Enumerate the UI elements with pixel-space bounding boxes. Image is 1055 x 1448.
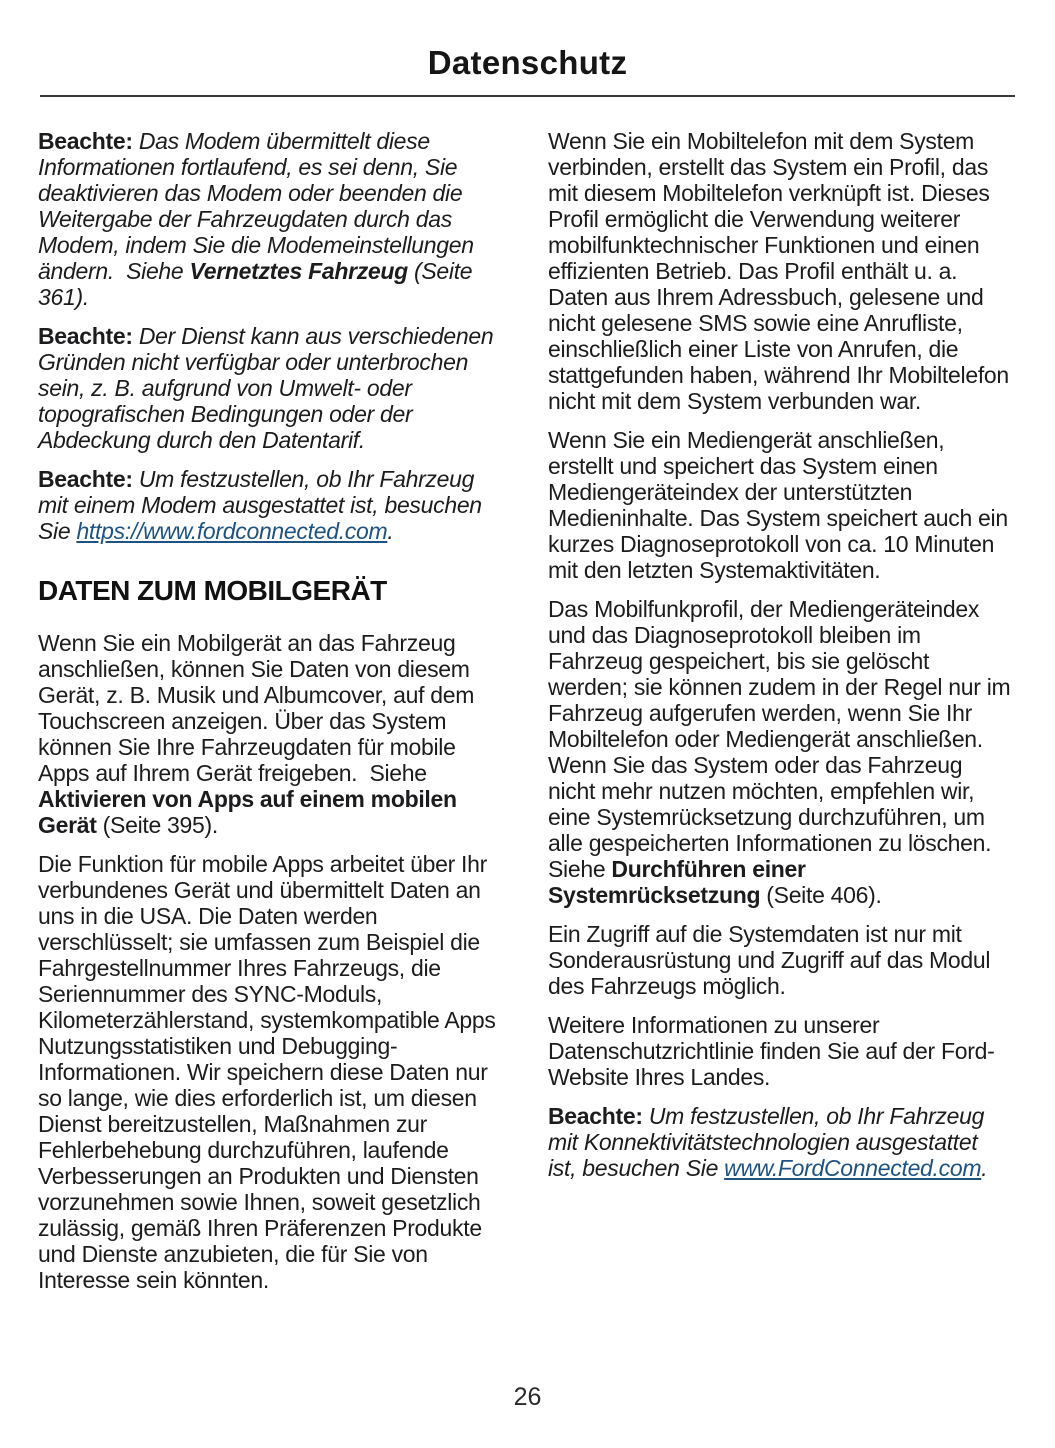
text-run: Um festzustellen, ob Ihr Fahrzeug mit Konnektivitätstechnologien ausgestattet ist, besuchen Sie [548, 1103, 985, 1181]
body-paragraph [38, 851, 501, 1293]
page-number: 26 [513, 1383, 542, 1411]
text-run: Um festzustellen, ob Ihr Fahrzeug mit einem Modem ausgestattet ist, besuchen Sie [38, 466, 482, 544]
page-footer [0, 1383, 1055, 1412]
body-paragraph [38, 630, 501, 838]
text-run: Ein Zugriff auf die Systemdaten ist nur mit Sonderausrüstung und Zugriff auf das Modul des Fahrzeugs möglich. [548, 921, 991, 999]
note-paragraph [38, 323, 501, 453]
text-run: Durchführen einer Systemrücksetzung [548, 856, 806, 908]
body-paragraph [548, 1012, 1011, 1090]
text-run: Beachte: [548, 1103, 643, 1129]
text-run: (Seite 361). [38, 258, 473, 310]
body-paragraph [548, 427, 1011, 583]
content-columns [0, 97, 1055, 1306]
note-paragraph [548, 1103, 1011, 1181]
note-paragraph [38, 466, 501, 544]
text-run: (Seite 406). [760, 882, 882, 908]
hyperlink[interactable]: https://www.fordconnected.com [76, 518, 388, 544]
text-run: Aktivieren von Apps auf einem mobilen Gerät [38, 786, 457, 838]
note-paragraph [38, 128, 501, 310]
text-run: Beachte: [38, 323, 133, 349]
text-run: . [981, 1155, 988, 1181]
text-run: Beachte: [38, 128, 133, 154]
right-column [548, 128, 1011, 1194]
text-run: (Seite 395). [96, 812, 218, 838]
text-run: Weitere Informationen zu unserer Datenschutzrichtlinie finden Sie auf der Ford-Website Ihres Landes. [548, 1012, 995, 1090]
page-title: Datenschutz [427, 44, 628, 81]
text-run: Der Dienst kann aus verschiedenen Gründen nicht verfügbar oder unterbrochen sein, z. B. aufgrund von Umwelt- oder topografischen Bedingungen oder der Abdeckung durch den Datentarif. [38, 323, 494, 453]
section-heading: DATEN ZUM MOBILGERÄT [38, 575, 387, 606]
hyperlink[interactable]: www.FordConnected.com [724, 1155, 982, 1181]
text-run: Das Modem übermittelt diese Informationen fortlaufend, es sei denn, Sie deaktivieren das Modem oder beenden die Weitergabe der Fahrzeugdaten durch das Modem, indem Sie die Modemeinstellungen ändern. Siehe [38, 128, 474, 284]
left-column [38, 128, 501, 1306]
page-header [0, 0, 1055, 97]
text-run: Beachte: [38, 466, 133, 492]
text-run: Wenn Sie ein Mobilgerät an das Fahrzeug anschließen, können Sie Daten von diesem Gerät, z. B. Musik und Albumcover, auf dem Touchscreen anzeigen. Über das System können Sie Ihre Fahrzeugdaten für mobile Apps auf Ihrem Gerät freigeben. Siehe [38, 630, 475, 786]
body-paragraph [548, 596, 1011, 908]
text-run: . [387, 518, 394, 544]
text-run: Wenn Sie ein Mediengerät anschließen, erstellt und speichert das System einen Mediengeräteindex der unterstützten Medieninhalte. Das System speichert auch ein kurzes Diagnoseprotokoll von ca. 10 Minuten mit den letzten Systemaktivitäten. [548, 427, 1008, 583]
text-run: Die Funktion für mobile Apps arbeitet über Ihr verbundenes Gerät und übermittelt Daten an uns in die USA. Die Daten werden verschlüsselt; sie umfassen zum Beispiel die Fahrgestellnummer Ihres Fahrzeugs, die Seriennummer des SYNC-Moduls, Kilometerzählerstand, systemkompatible Apps Nutzungsstatistiken und Debugging-Informationen. Wir speichern diese Daten nur so lange, wie dies erforderlich ist, um diesen Dienst bereitzustellen, Maßnahmen zur Fehlerbehebung durchzuführen, laufende Verbesserungen an Produkten und Diensten vorzunehmen sowie Ihnen, soweit gesetzlich zulässig, gemäß Ihren Präferenzen Produkte und Dienste anzubieten, die für Sie von Interesse sein könnten. [38, 851, 496, 1293]
text-run: Wenn Sie ein Mobiltelefon mit dem System verbinden, erstellt das System ein Profil, das mit diesem Mobiltelefon verknüpft ist. Dieses Profil ermöglicht die Verwendung weiterer mobilfunktechnischer Funktionen und einen effizienten Betrieb. Das Profil enthält u. a. Daten aus Ihrem Adressbuch, gelesene und nicht gelesene SMS sowie eine Anrufliste, einschließlich einer Liste von Anrufen, die stattgefunden haben, während Ihr Mobiltelefon nicht mit dem System verbunden war. [548, 128, 1009, 414]
body-paragraph [548, 921, 1011, 999]
text-run: Das Mobilfunkprofil, der Mediengeräteindex und das Diagnoseprotokoll bleiben im Fahrzeug gespeichert, bis sie gelöscht werden; sie können zudem in der Regel nur im Fahrzeug aufgerufen werden, wenn Sie Ihr Mobiltelefon oder Mediengerät anschließen. Wenn Sie das System oder das Fahrzeug nicht mehr nutzen möchten, empfehlen wir, eine Systemrücksetzung durchzuführen, um alle gespeicherten Informationen zu löschen. Siehe [548, 596, 1011, 882]
text-run: Vernetztes Fahrzeug [189, 258, 408, 284]
body-paragraph [548, 128, 1011, 414]
